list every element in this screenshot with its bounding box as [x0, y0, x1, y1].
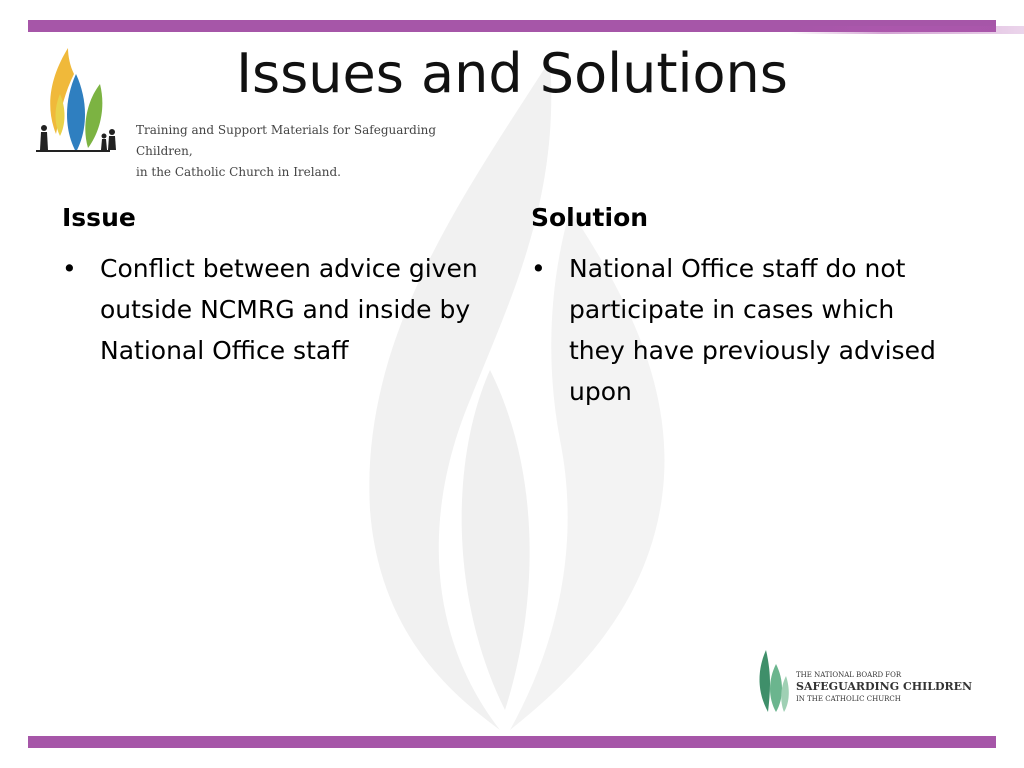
- bullet-icon: •: [531, 254, 546, 283]
- header-logo-caption: [136, 120, 496, 183]
- header-logo-caption-line1: Training and Support Materials for Safeguarding Children,: [136, 123, 437, 158]
- issue-column: [62, 200, 482, 371]
- issue-bullet-list: [62, 248, 482, 371]
- top-accent-streak: [790, 26, 1024, 34]
- green-flame-logo-icon: [756, 648, 792, 714]
- footer-logo-caption: [796, 670, 1016, 704]
- solution-bullet-text: National Office staff do not participate in cases which they have previously advised upon: [569, 254, 936, 406]
- flame-family-logo-icon: [30, 44, 130, 160]
- solution-column: [531, 200, 951, 412]
- solution-bullet-item: [531, 248, 951, 412]
- issue-heading: Issue: [62, 203, 136, 232]
- solution-bullet-list: [531, 248, 951, 412]
- bullet-icon: •: [62, 254, 77, 283]
- bottom-accent-bar: [28, 736, 996, 748]
- issue-bullet-item: [62, 248, 482, 371]
- slide-title: Issues and Solutions: [236, 42, 788, 105]
- footer-logo-line2: SAFEGUARDING CHILDREN: [796, 680, 973, 693]
- solution-heading: Solution: [531, 203, 649, 232]
- issue-bullet-text: Conflict between advice given outside NCMRG and inside by National Office staff: [100, 254, 478, 365]
- footer-logo-line1: THE NATIONAL BOARD FOR: [796, 671, 902, 679]
- footer-logo-line3: IN THE CATHOLIC CHURCH: [796, 695, 901, 703]
- header-logo-caption-line2: in the Catholic Church in Ireland.: [136, 165, 341, 179]
